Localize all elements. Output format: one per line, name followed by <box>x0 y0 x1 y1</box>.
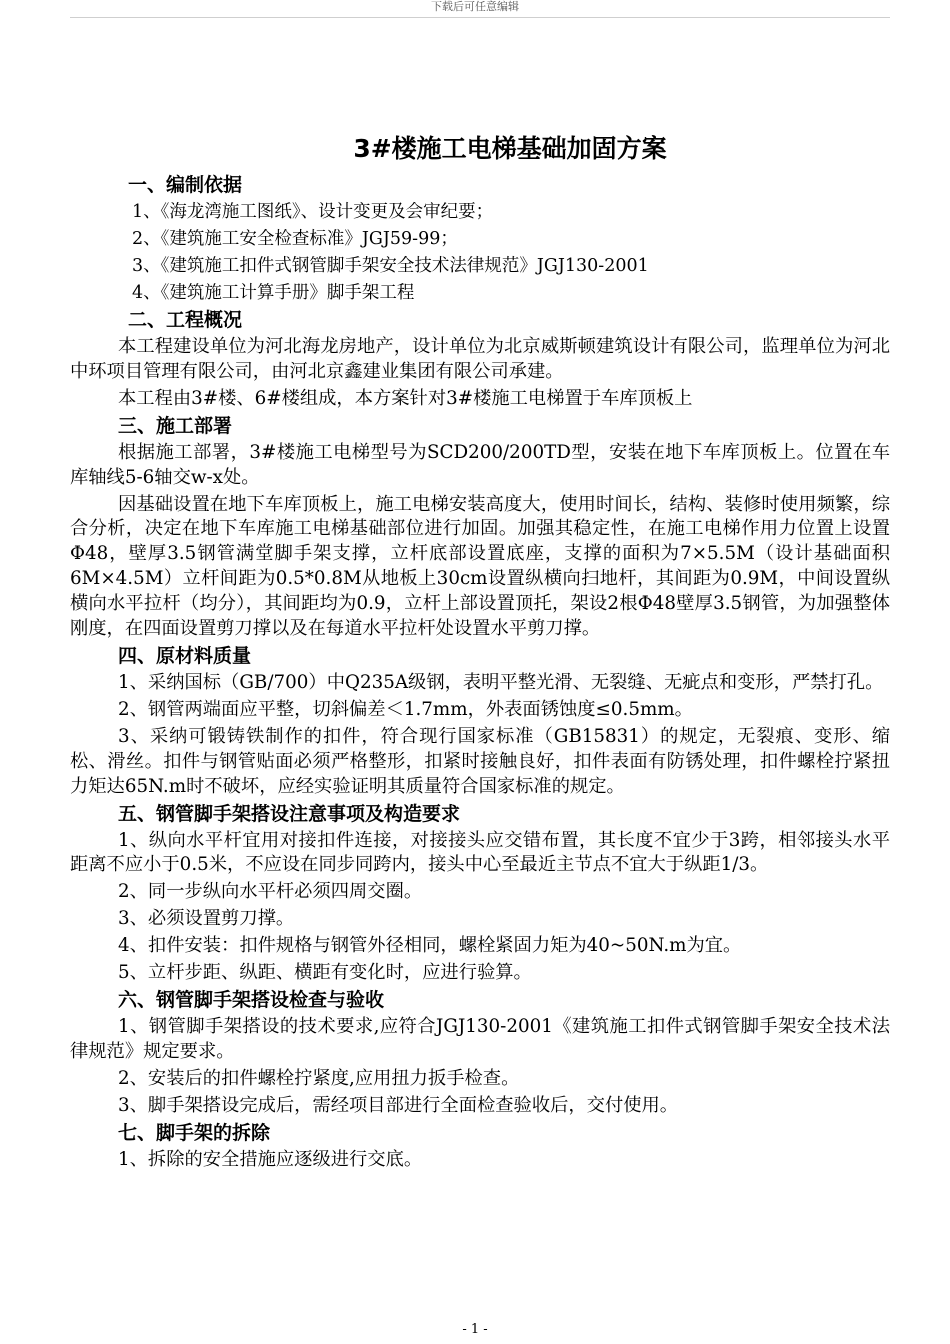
reference-item: 4、《建筑施工计算手册》脚手架工程 <box>132 283 415 303</box>
header-divider <box>70 17 890 18</box>
paragraph: 2、同一步纵向水平杆必须四周交圈。 <box>118 881 423 903</box>
reference-item: 3、《建筑施工扣件式钢管脚手架安全技术法律规范》JGJ130-2001 <box>132 256 649 276</box>
section-heading-overview: 二、工程概况 <box>128 309 243 331</box>
page-header-note: 下载后可任意编辑 <box>431 0 519 13</box>
paragraph: 1、拆除的安全措施应逐级进行交底。 <box>118 1148 423 1170</box>
paragraph: 2、钢管两端面应平整，切斜偏差＜1.7mm，外表面锈蚀度≤0.5mm。 <box>118 698 693 720</box>
document-title: 3#楼施工电梯基础加固方案 <box>353 134 667 163</box>
paragraph: 因基础设置在地下车库顶板上，施工电梯安装高度大，使用时间长，结构、装修时使用频繁，综合分析，决定在地下车库施工电梯基础部位进行加固。加强其稳定性，在施工电梯作用力位置上设置Φ48，壁厚3.5钢管满堂脚手架支撑，立杆底部设置底座，支撑的面积为7×5.5M（设计基础面积6M×4.5M）立杆间距为0.5*0.8M从地板上30cm设置纵横向扫地杆，其间距为0.9M，中间设置纵横向水平拉杆（均分），其间距均为0.9，立杆上部设置顶托，架设2根Φ48壁厚3.5钢管，为加强整体刚度，在四面设置剪刀撑以及在每道水平拉杆处设置水平剪刀撑。 <box>70 493 890 640</box>
section-heading-basis: 一、编制依据 <box>128 174 243 196</box>
paragraph: 4、扣件安装：扣件规格与钢管外径相同，螺栓紧固力矩为40~50N.m为宜。 <box>118 935 742 957</box>
reference-item: 2、《建筑施工安全检查标准》JGJ59-99； <box>132 229 458 249</box>
paragraph: 5、立杆步距、纵距、横距有变化时，应进行验算。 <box>118 962 532 984</box>
section-heading-requirements: 五、钢管脚手架搭设注意事项及构造要求 <box>118 802 461 825</box>
section-heading-inspection: 六、钢管脚手架搭设检查与验收 <box>118 988 385 1011</box>
section-heading-deployment: 三、施工部署 <box>118 414 233 437</box>
page-number: - 1 - <box>462 1322 488 1337</box>
paragraph: 1、采纳国标（GB/700）中Q235A级钢，表明平整光滑、无裂缝、无疵点和变形，严禁打孔。 <box>118 671 884 693</box>
paragraph: 3、采纳可锻铸铁制作的扣件，符合现行国家标准（GB15831）的规定，无裂痕、变形、缩松、滑丝。扣件与钢管贴面必须严格整形，扣紧时接触良好，扣件表面有防锈处理，扣件螺栓拧紧扭力矩达65N.m时不破坏，应经实验证明其质量符合国家标准的规定。 <box>70 725 890 797</box>
paragraph: 1、纵向水平杆宜用对接扣件连接，对接接头应交错布置，其长度不宜少于3跨，相邻接头水平距离不应小于0.5米，不应设在同步同跨内，接头中心至最近主节点不宜大于纵距1/3。 <box>70 829 890 876</box>
paragraph: 根据施工部署，3#楼施工电梯型号为SCD200/200TD型，安装在地下车库顶板上。位置在车库轴线5-6轴交w-x处。 <box>70 441 890 488</box>
paragraph: 2、安装后的扣件螺栓拧紧度,应用扭力扳手检查。 <box>118 1067 520 1089</box>
reference-item: 1、《海龙湾施工图纸》、设计变更及会审纪要； <box>132 202 494 222</box>
paragraph: 本工程建设单位为河北海龙房地产，设计单位为北京威斯顿建筑设计有限公司，监理单位为河北中环项目管理有限公司，由河北京鑫建业集团有限公司承建。 <box>70 336 890 382</box>
document-body <box>70 172 890 1173</box>
section-heading-materials: 四、原材料质量 <box>118 644 252 667</box>
section-heading-dismantling: 七、脚手架的拆除 <box>118 1121 271 1144</box>
paragraph: 1、钢管脚手架搭设的技术要求,应符合JGJ130-2001《建筑施工扣件式钢管脚手架安全技术法律规范》规定要求。 <box>70 1015 890 1062</box>
paragraph: 3、必须设置剪刀撑。 <box>118 908 295 930</box>
paragraph: 3、脚手架搭设完成后，需经项目部进行全面检查验收后，交付使用。 <box>118 1094 679 1116</box>
paragraph: 本工程由3#楼、6#楼组成，本方案针对3#楼施工电梯置于车库顶板上 <box>118 387 693 409</box>
